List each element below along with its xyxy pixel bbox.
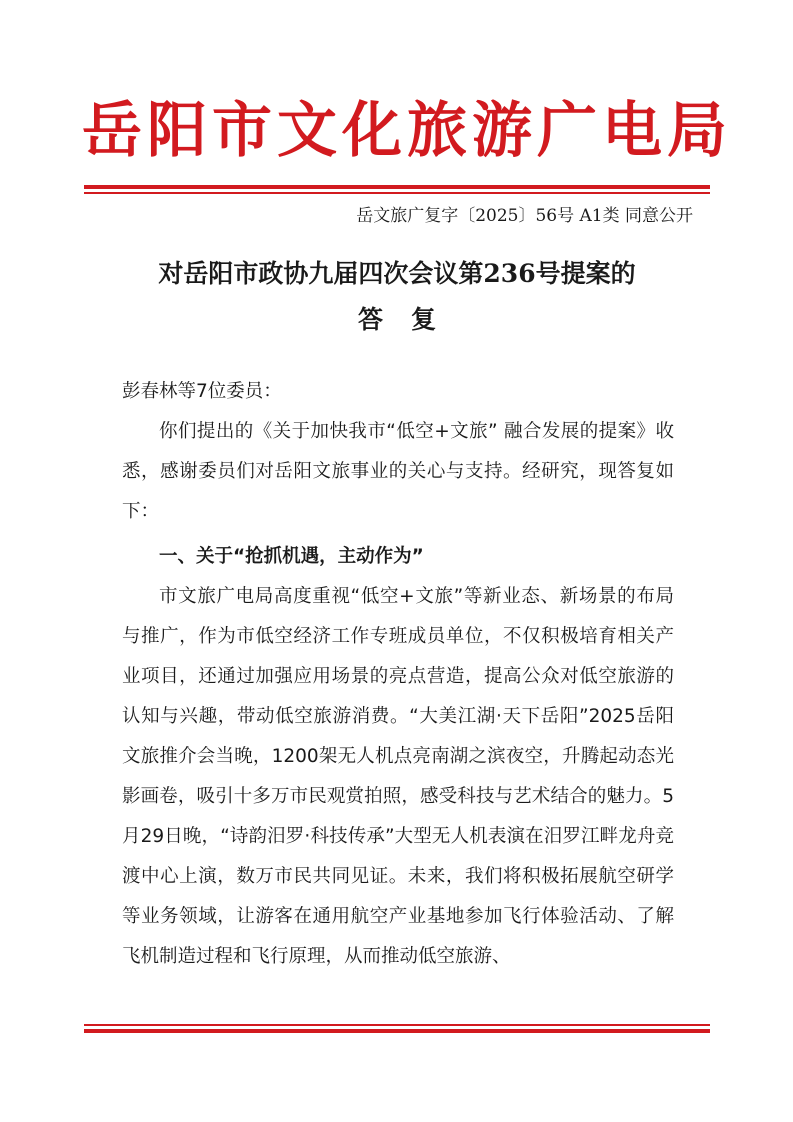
masthead-title: 岳阳市文化旅游广电局 <box>82 96 732 166</box>
top-divider-thick <box>84 185 710 189</box>
document-title-line2: 答复 <box>357 305 464 334</box>
document-title-line1: 对岳阳市政协九届四次会议第236号提案的 <box>158 259 636 288</box>
section-heading-1: 一、关于“抢抓机遇，主动作为” <box>159 546 424 567</box>
top-divider-thin <box>84 192 710 194</box>
body-paragraph-1: 市文旅广电局高度重视“低空+文旅”等新业态、新场景的布局与推广，作为市低空经济工作专班成员单位，不仅积极培育相关产业项目，还通过加强应用场景的亮点营造，提高公众对低空旅游的认知与兴趣，带动低空旅游消费。“大美江湖·天下岳阳”2025岳阳文旅推介会当晚，1200架无人机点亮南湖之滨夜空，升腾起动态光影画卷，吸引十多万市民观赏拍照，感受科技与艺术结合的魅力。5月29日晚，“诗韵汨罗·科技传承”大型无人机表演在汨罗江畔龙舟竞渡中心上演，数万市民共同见证。未来，我们将积极拓展航空研学等业务领域，让游客在通用航空产业基地参加飞行体验活动、了解飞机制造过程和飞行原理，从而推动低空旅游、 <box>122 586 674 967</box>
document-number: 岳文旅广复字〔2025〕56号 A1类 同意公开 <box>356 206 693 226</box>
intro-paragraph: 你们提出的《关于加快我市“低空+文旅” 融合发展的提案》收悉，感谢委员们对岳阳文旅事业的关心与支持。经研究，现答复如下： <box>122 421 674 522</box>
salutation: 彭春林等7位委员： <box>122 381 282 402</box>
bottom-divider-thick <box>84 1029 710 1033</box>
bottom-divider-thin <box>84 1024 710 1026</box>
